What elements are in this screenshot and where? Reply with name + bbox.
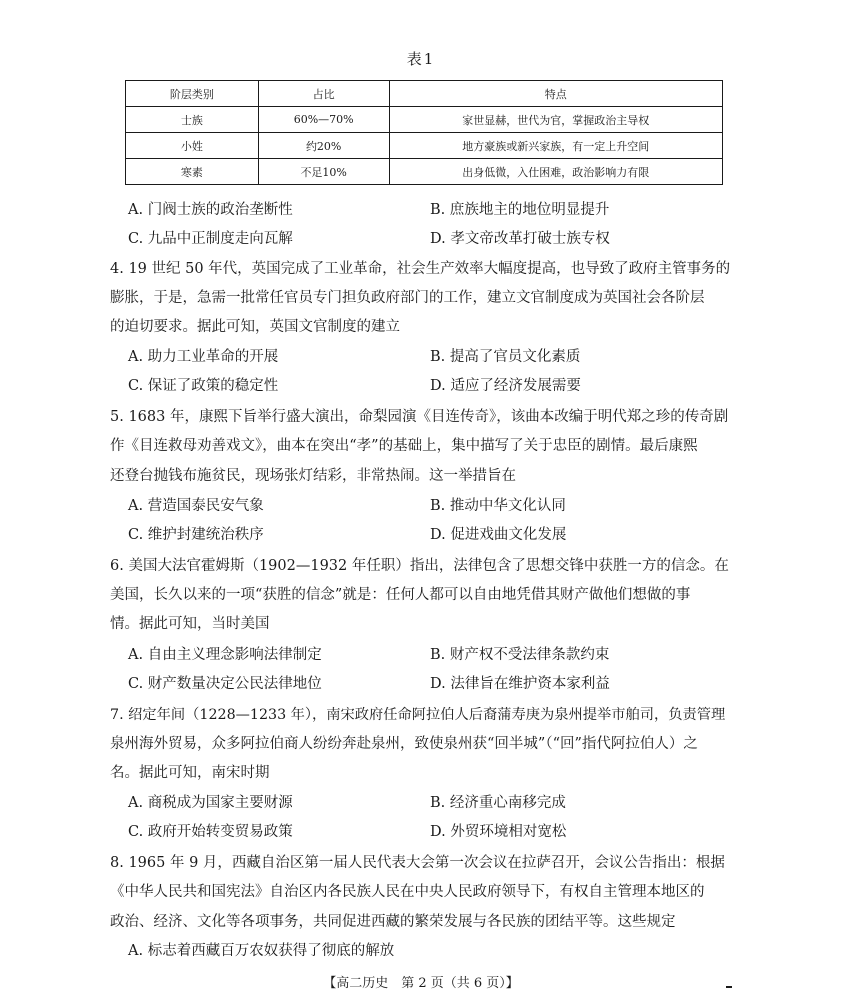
q8-stem-line: 《中华人民共和国宪法》自治区内各民族人民在中央人民政府领导下，有权自主管理本地区的 (110, 884, 705, 900)
q3-option-d: D. 孝文帝改革打破士族专权 (430, 231, 610, 247)
q6-stem-line: 情。据此可知，当时美国 (110, 616, 270, 632)
table-cell: 60%—70% (258, 107, 389, 133)
q5-stem-line: 作《目连救母劝善戏文》，曲本在突出“孝”的基础上，集中描写了关于忠臣的剧情。最后康熙 (110, 438, 698, 454)
q8-stem-line: 政治、经济、文化等各项事务，共同促进西藏的繁荣发展与各民族的团结平等。这些规定 (110, 914, 676, 930)
table-cell: 小姓 (126, 133, 259, 159)
q4-stem-line: 的迫切要求。据此可知，英国文官制度的建立 (110, 319, 400, 335)
q4-option-b: B. 提高了官员文化素质 (430, 349, 581, 365)
q8-option-a: A. 标志着西藏百万农奴获得了彻底的解放 (128, 943, 395, 959)
q4-option-c: C. 保证了政策的稳定性 (128, 378, 279, 394)
q3-option-b: B. 庶族地主的地位明显提升 (430, 202, 610, 218)
table-header-cell: 占比 (258, 81, 389, 107)
q7-stem-line: 名。据此可知，南宋时期 (110, 765, 270, 781)
q6-option-d: D. 法律旨在维护资本家利益 (430, 676, 610, 692)
q4-option-a: A. 助力工业革命的开展 (128, 349, 279, 365)
q7-stem-line: 7. 绍定年间（1228—1233 年），南宋政府任命阿拉伯人后裔蒲寿庚为泉州提举市舶司，负责管理 (110, 707, 726, 723)
q7-option-d: D. 外贸环境相对宽松 (430, 824, 567, 840)
table-cell: 不足10% (258, 159, 389, 185)
table-cell: 约20% (258, 133, 389, 159)
table-header-cell: 阶层类别 (126, 81, 259, 107)
table-row (126, 133, 723, 159)
table-title: 表1 (406, 50, 436, 68)
q5-option-c: C. 维护封建统治秩序 (128, 527, 264, 543)
q6-stem-line: 6. 美国大法官霍姆斯（1902—1932 年任职）指出，法律包含了思想交锋中获胜一方的信念。在 (110, 558, 729, 574)
q8-stem-line: 8. 1965 年 9 月，西藏自治区第一届人民代表大会第一次会议在拉萨召开，会议公告指出：根据 (110, 855, 725, 871)
q5-option-b: B. 推动中华文化认同 (430, 498, 566, 514)
table-row (126, 107, 723, 133)
table-cell: 士族 (126, 107, 259, 133)
q6-stem-line: 美国，长久以来的一项“获胜的信念”就是：任何人都可以自由地凭借其财产做他们想做的事 (110, 587, 691, 603)
q6-option-c: C. 财产数量决定公民法律地位 (128, 676, 322, 692)
table-cell: 寒素 (126, 159, 259, 185)
table-cell: 家世显赫，世代为官，掌握政治主导权 (389, 107, 722, 133)
table-cell: 出身低微，入仕困难，政治影响力有限 (389, 159, 722, 185)
footer-mark (726, 986, 732, 988)
q4-stem-line: 膨胀，于是，急需一批常任官员专门担负政府部门的工作，建立文官制度成为英国社会各阶层 (110, 290, 705, 306)
q5-option-a: A. 营造国泰民安气象 (128, 498, 264, 514)
strata-table (125, 80, 723, 185)
q6-option-a: A. 自由主义理念影响法律制定 (128, 647, 322, 663)
q4-option-d: D. 适应了经济发展需要 (430, 378, 581, 394)
page-footer: 【高二历史 第 2 页（共 6 页）】 (323, 976, 519, 991)
table-header-row (126, 81, 723, 107)
q3-option-a: A. 门阀士族的政治垄断性 (128, 202, 293, 218)
q7-option-a: A. 商税成为国家主要财源 (128, 795, 293, 811)
q5-stem-line: 还登台抛钱布施贫民，现场张灯结彩，非常热闹。这一举措旨在 (110, 468, 516, 484)
q7-option-b: B. 经济重心南移完成 (430, 795, 566, 811)
table-cell: 地方豪族或新兴家族，有一定上升空间 (389, 133, 722, 159)
q4-stem-line: 4. 19 世纪 50 年代，英国完成了工业革命，社会生产效率大幅度提高，也导致了政府主管事务的 (110, 261, 731, 277)
q6-option-b: B. 财产权不受法律条款约束 (430, 647, 610, 663)
q7-option-c: C. 政府开始转变贸易政策 (128, 824, 293, 840)
q5-option-d: D. 促进戏曲文化发展 (430, 527, 567, 543)
table-header-cell: 特点 (389, 81, 722, 107)
q7-stem-line: 泉州海外贸易，众多阿拉伯商人纷纷奔赴泉州，致使泉州获“回半城”（“回”指代阿拉伯人）之 (110, 736, 698, 752)
q3-option-c: C. 九品中正制度走向瓦解 (128, 231, 293, 247)
q5-stem-line: 5. 1683 年，康熙下旨举行盛大演出，命梨园演《目连传奇》，该曲本改编于明代郑之珍的传奇剧 (110, 409, 729, 425)
table-row (126, 159, 723, 185)
